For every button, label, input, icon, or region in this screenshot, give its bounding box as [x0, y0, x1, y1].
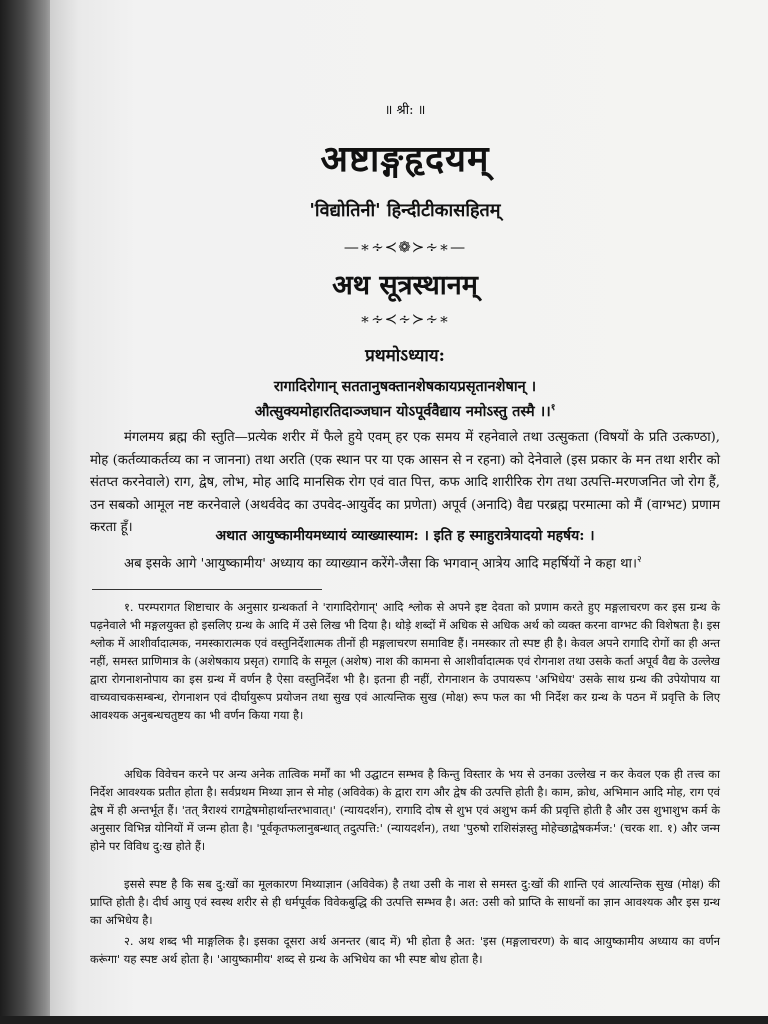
- footnote-ref-2: २: [636, 555, 642, 565]
- chapter-title: प्रथमोऽध्याय:: [365, 346, 445, 366]
- invocation-shri: ॥ श्री: ॥: [384, 103, 426, 118]
- page-bottom-edge: [0, 1016, 768, 1024]
- verse-line-3: अथात आयुष्कामीयमध्यायं व्याख्यास्याम: । इति ह स्माहुरात्रेयादयो महर्षय: ।: [215, 528, 595, 544]
- footnote-1-conclusion: इससे स्पष्ट है कि सब दु:खों का मूलकारण मिथ्याज्ञान (अविवेक) है तथा उसी के नाश से समस्त दु:खों की शान्ति एवं आत्यन्तिक सुख (मोक्ष) की प्राप्ति होती है। दीर्घ आयु एवं स्वस्थ शरीर से ही धर्मपूर्वक विवेकबुद्धि की उत्पत्ति सम्भव है। अत: उसी को प्राप्ति के साधनों का ज्ञान आवश्यक और इस ग्रन्थ का अभिधेय है।: [90, 877, 720, 927]
- ornament-divider-bottom: ∗∻≺∻≻∻∗: [359, 310, 451, 328]
- commentary-paragraph-2: [90, 549, 720, 576]
- book-subtitle: 'विद्योतिनी' हिन्दीटीकासहितम्: [309, 200, 501, 221]
- verse-line-2-text: औत्सुक्यमोहारतिदाञ्जघान योऽपूर्ववैद्याय नमोऽस्तु तस्मै ।।: [254, 402, 551, 420]
- footnote-1: १. परम्परागत शिष्टाचार के अनुसार ग्रन्थकर्ता ने 'रागादिरोगान्' आदि श्लोक से अपने इष्ट देवता को प्रणाम करते हुए मङ्गलाचरण कर इस ग्रन्थ के पढ़नेवाले भी मङ्गलयुक्त हो इसलिए ग्रन्थ के आदि में उसे लिख भी दिया है। थोड़े शब्दों में अधिक से अधिक अर्थ को व्यक्त करना वाग्भट की विशेषता है। इस श्लोक में आशीर्वादात्मक, नमस्कारात्मक एवं वस्तुनिर्देशात्मक तीनों ही मङ्गलाचरण समाविष्ट हैं। नमस्कार तो स्पष्ट ही है। केवल अपने रागादि रोगों का ही अन्त नहीं, समस्त प्राणिमात्र के (अशेषकाय प्रसृत) रागादि के समूल (अशेष) नाश की कामना से आशीर्वादात्मक एवं रोगनाश तथा उसके कर्ता अपूर्व वैद्य के उल्लेख द्वारा रोगनाशनोपाय का इस ग्रन्थ में वर्णन है ऐसा वस्तुनिर्देश भी है। इतना ही नहीं, रोगनाशन के उपायरूप 'अभिधेय' उसके साथ ग्रन्थ की उपेयोपाय या वाच्यवाचकसम्बन्ध, रोगनाशन एवं दीर्घायुरूप प्रयोजन तथा सुख एवं आत्यन्तिक सुख (मोक्ष) रूप फल का भी निर्देश कर ग्रन्थ के पठन में प्रवृत्ति के लिए आवश्यक अनुबन्धचतुष्टय का भी वर्णन किया गया है।: [90, 600, 720, 722]
- footnote-separator: [92, 589, 322, 590]
- ornament-divider-top: —∗∻≺❁≻∻∗—: [343, 238, 467, 256]
- book-page: [50, 0, 768, 1024]
- verse-line-1: रागादिरोगान् सततानुषक्तानशेषकायप्रसृतानशेषान् ।: [273, 378, 537, 395]
- section-title: अथ सूत्रस्थानम्: [332, 270, 478, 301]
- verse-line-2: [90, 400, 720, 421]
- footnote-2: २. अथ शब्द भी माङ्गलिक है। इसका दूसरा अर्थ अनन्तर (बाद में) भी होता है अत: 'इस (मङ्गलाचरण) के बाद आयुष्कामीय अध्याय का वर्णन करूंगा' यह स्पष्ट अर्थ होता है। 'आयुष्कामीय' शब्द से ग्रन्थ के अभिधेय का भी स्पष्ट बोध होता है।: [90, 934, 720, 966]
- book-title: अष्टाङ्गहृदयम्: [320, 138, 490, 180]
- commentary-paragraph-2-text: अब इसके आगे 'आयुष्कामीय' अध्याय का व्याख्यान करेंगे-जैसा कि भगवान् आत्रेय आदि महर्षियों ने कहा था।: [124, 556, 637, 572]
- footnote-ref-1: १: [550, 403, 556, 413]
- footnote-1-continued: अधिक विवेचन करने पर अन्य अनेक तात्विक मर्मों का भी उद्घाटन सम्भव है किन्तु विस्तार के भय से उनका उल्लेख न कर केवल एक ही तत्त्व का निर्देश आवश्यक प्रतीत होता है। सर्वप्रथम मिथ्या ज्ञान से मोह (अविवेक) के द्वारा राग और द्वेष की उत्पत्ति होती है। काम, क्रोध, अभिमान आदि मोह, राग एवं द्वेष में ही अन्तर्भूत हैं। 'तत् त्रैराश्यं रागद्वेषमोहार्थान्तरभावात्।' (न्यायदर्शन), रागादि दोष से शुभ एवं अशुभ कर्म की प्रवृत्ति होती है और उस शुभाशुभ कर्म के अनुसार विभिन्न योनियों में जन्म होता है। 'पूर्वकृतफलानुबन्धात् तदुत्पत्ति:' (न्यायदर्शन), तथा 'पुरुषो राशिसंज्ञस्तु मोहेच्छाद्वेषकर्मज:' (चरक शा. १) और जन्म होने पर विविध दु:ख होते हैं।: [90, 767, 720, 853]
- commentary-paragraph-1: मंगलमय ब्रह्म की स्तुति—प्रत्येक शरीर में फैले हुये एवम् हर एक समय में रहनेवाले तथा उत्सुकता (विषयों के प्रति उत्कण्ठा), मोह (कर्तव्याकर्तव्य का न जानना) तथा अरति (एक स्थान पर या एक आसन से न रहना) को देनेवाले (इस प्रकार के मन तथा शरीर को संतप्त करनेवाले) राग, द्वेष, लोभ, मोह आदि मानसिक रोग एवं वात पित्त, कफ आदि शारीरिक रोग तथा उत्पत्ति-मरणजनित जो रोग हैं, उन सबको आमूल नष्ट करनेवाले (अथर्ववेद का उपवेद-आयुर्वेद का प्रणेता) अपूर्व (अनादि) वैद्य परब्रह्म परमात्मा को मैं (वाग्भट) प्रणाम करता हूँ।: [90, 430, 720, 535]
